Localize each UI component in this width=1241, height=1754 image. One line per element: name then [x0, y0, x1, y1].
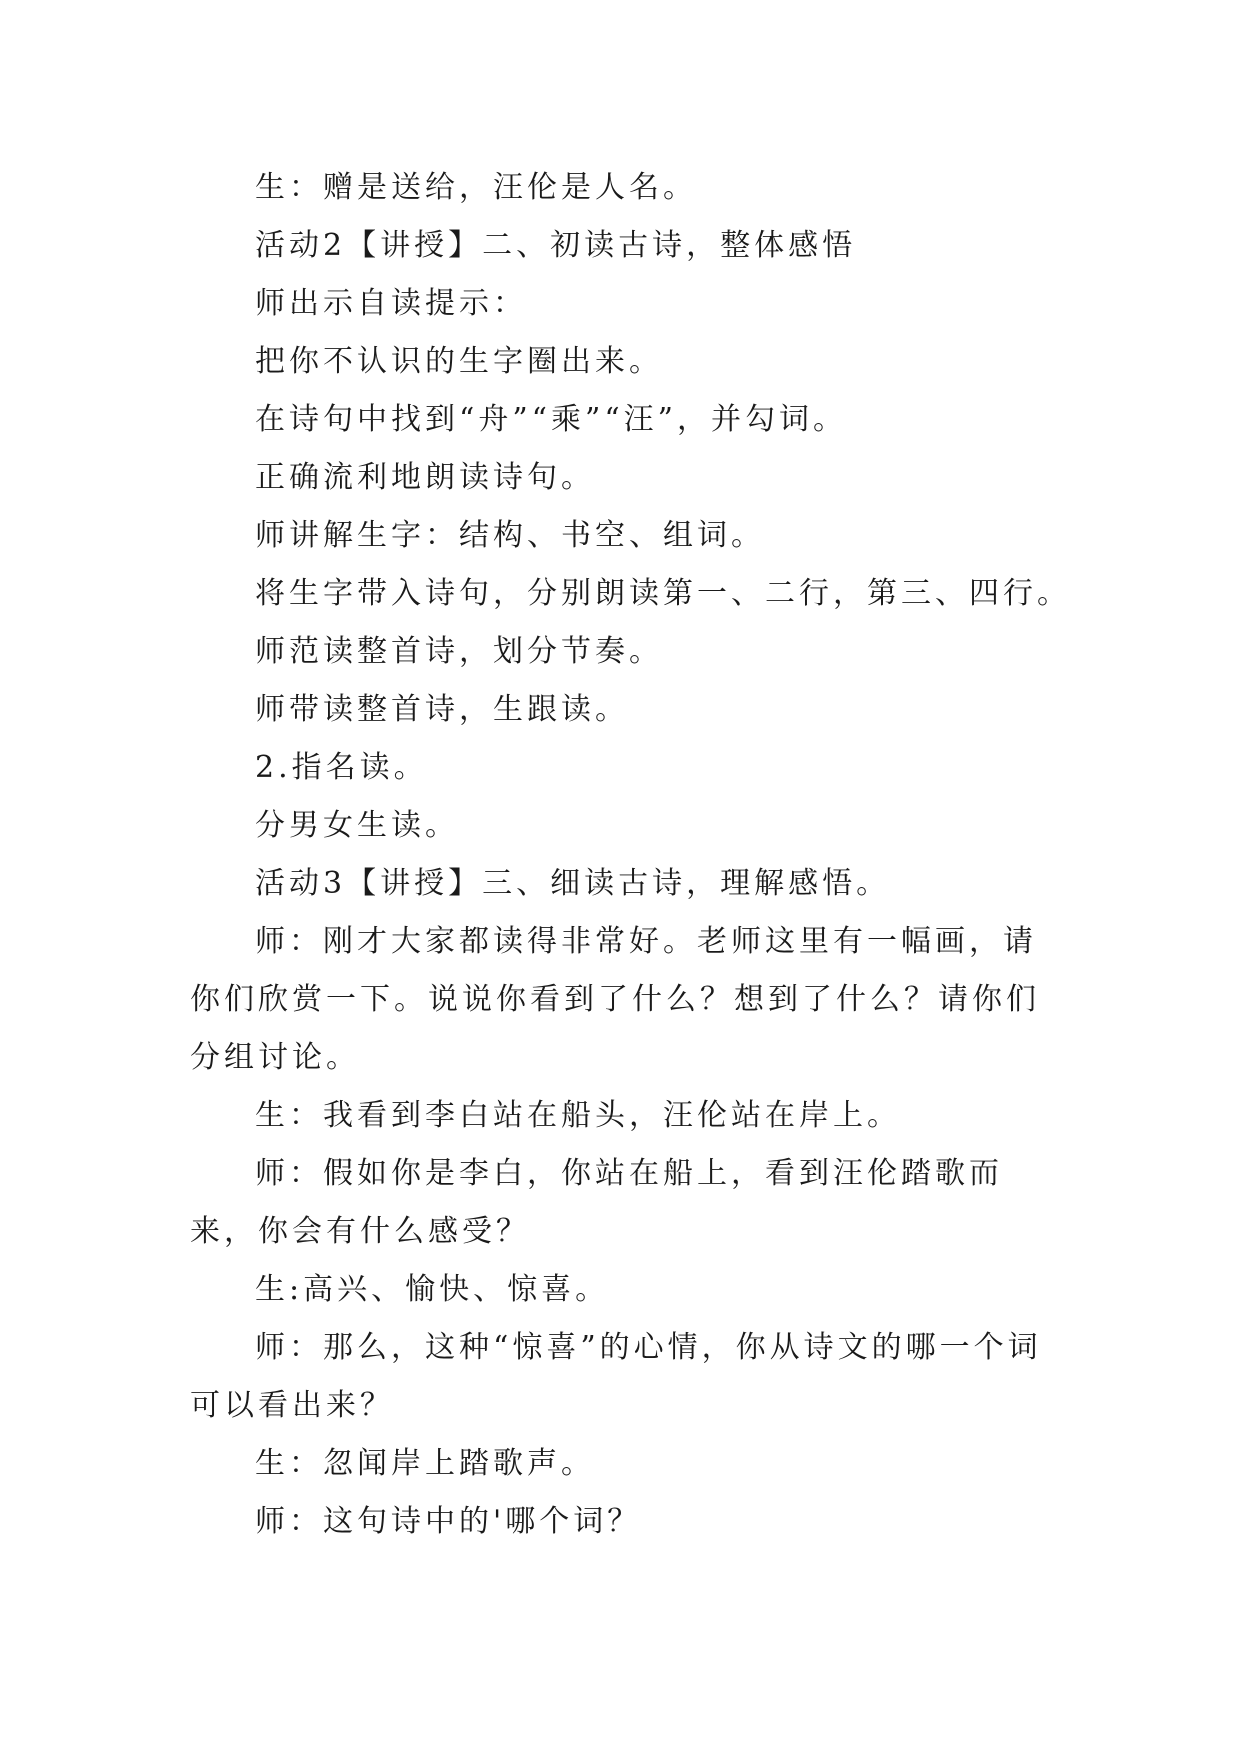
- paragraph-find-characters: 在诗句中找到“舟”“乘”“汪”，并勾词。: [255, 402, 848, 437]
- paragraph-group-reading: 分男女生读。: [255, 808, 459, 843]
- paragraph-named-reading: 2.指名读。: [255, 750, 428, 785]
- paragraph-read-lines: 将生字带入诗句，分别朗读第一、二行，第三、四行。: [255, 576, 1071, 611]
- paragraph-teacher-imagine: 师：假如你是李白，你站在船上，看到汪伦踏歌而来，你会有什么感受？: [190, 1156, 1003, 1249]
- paragraph-student-see: 生：我看到李白站在船头，汪伦站在岸上。: [255, 1098, 901, 1133]
- paragraph-teacher-which-word: 师：这句诗中的'哪个词？: [255, 1504, 642, 1539]
- paragraph-student-answer-name: 生：赠是送给，汪伦是人名。: [255, 170, 697, 205]
- paragraph-circle-characters: 把你不认识的生字圈出来。: [255, 344, 663, 379]
- paragraph-teacher-surprise: 师：那么，这种“惊喜”的心情，你从诗文的哪一个词可以看出来？: [190, 1330, 1042, 1423]
- paragraph-activity-3-heading: 活动3【讲授】三、细读古诗，理解感悟。: [255, 866, 891, 901]
- paragraph-reading-prompt: 师出示自读提示：: [255, 286, 527, 321]
- paragraph-student-feelings: 生:高兴、愉快、惊喜。: [255, 1272, 610, 1307]
- paragraph-follow-reading: 师带读整首诗，生跟读。: [255, 692, 629, 727]
- paragraph-activity-2-heading: 活动2【讲授】二、初读古诗，整体感悟: [255, 228, 857, 263]
- document-body: [190, 159, 1090, 1551]
- paragraph-explain-characters: 师讲解生字：结构、书空、组词。: [255, 518, 765, 553]
- paragraph-student-poem-line: 生：忽闻岸上踏歌声。: [255, 1446, 595, 1481]
- paragraph-teacher-picture: 师：刚才大家都读得非常好。老师这里有一幅画，请你们欣赏一下。说说你看到了什么？想到了什么？请你们分组讨论。: [190, 924, 1040, 1075]
- paragraph-teacher-model-reading: 师范读整首诗，划分节奏。: [255, 634, 663, 669]
- paragraph-read-fluently: 正确流利地朗读诗句。: [255, 460, 595, 495]
